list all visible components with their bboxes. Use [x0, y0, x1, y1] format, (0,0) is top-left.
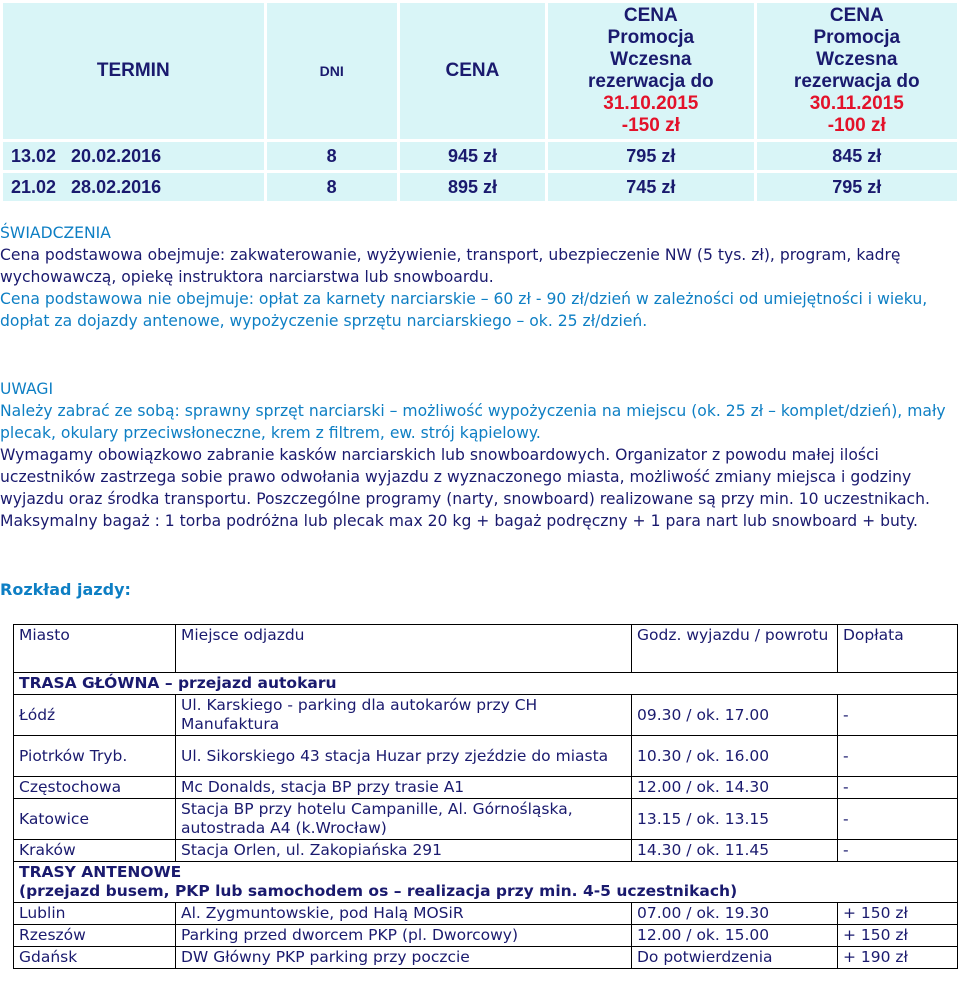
times: 09.30 / ok. 17.00: [632, 695, 838, 736]
row2-promo1: 745 zł: [548, 173, 753, 201]
row1-promo1: 795 zł: [548, 142, 753, 170]
benefits-includes: Cena podstawowa obejmuje: zakwaterowanie, wyżywienie, transport, ubezpieczenie NW (5 tys. zł), program, kadrę wychowawczą, opiekę instruktora narciarstwa lub snowboardu.: [0, 246, 901, 286]
schedule-row: [14, 903, 958, 925]
schedule-header-city: Miasto: [14, 625, 176, 673]
times: 07.00 / ok. 19.30: [632, 903, 838, 925]
schedule-header-row: [14, 625, 958, 673]
departure-place: Stacja BP przy hotelu Campanille, Al. Górnośląska, autostrada A4 (k.Wrocław): [176, 799, 632, 840]
header-promo-november: [757, 3, 957, 139]
promo1-line3: Wczesna: [610, 49, 692, 70]
header-dni: DNI: [267, 3, 397, 139]
departure-place: Parking przed dworcem PKP (pl. Dworcowy): [176, 925, 632, 947]
promo2-line2: Promocja: [813, 27, 901, 48]
price-header-row: [3, 3, 957, 139]
header-cena: CENA: [400, 3, 545, 139]
notes-bring: Należy zabrać ze sobą: sprawny sprzęt narciarski – możliwość wypożyczenia na miejscu (ok. 25 zł – komplet/dzień), mały plecak, okulary przeciwsłoneczne, krem z filtrem, ew. strój kąpielowy.: [0, 402, 946, 442]
schedule-header-fee: Dopłata: [838, 625, 958, 673]
schedule-title: Rozkład jazdy:: [0, 580, 131, 599]
times: 12.00 / ok. 14.30: [632, 777, 838, 799]
schedule-row: [14, 695, 958, 736]
schedule-row: [14, 840, 958, 862]
notes-title: UWAGI: [0, 380, 54, 398]
benefits-excludes: Cena podstawowa nie obejmuje: opłat za karnety narciarskie – 60 zł - 90 zł/dzień w zależności od umiejętności i wieku, dopłat za dojazdy antenowe, wypożyczenie sprzętu narciarskiego – ok. 25 zł/dzień.: [0, 290, 928, 330]
fee: + 190 zł: [838, 947, 958, 969]
row1-dni: 8: [267, 142, 397, 170]
fee: -: [838, 799, 958, 840]
benefits-section: [0, 222, 960, 332]
promo2-line3: Wczesna: [816, 49, 898, 70]
row2-promo2: 795 zł: [757, 173, 957, 201]
promo1-line4: rezerwacja do: [587, 71, 714, 92]
city: Gdańsk: [14, 947, 176, 969]
row1-termin: 13.02 20.02.2016: [3, 142, 264, 170]
fee: -: [838, 840, 958, 862]
schedule-row: [14, 777, 958, 799]
city: Częstochowa: [14, 777, 176, 799]
main-route-label: TRASA GŁÓWNA – przejazd autokaru: [14, 673, 958, 695]
antenna-route-label: [14, 862, 958, 903]
promo1-line2: Promocja: [607, 27, 695, 48]
price-row: [3, 173, 957, 201]
times: 10.30 / ok. 16.00: [632, 736, 838, 777]
main-route-row: [14, 673, 958, 695]
promo2-line4: rezerwacja do: [793, 71, 920, 92]
fee: -: [838, 777, 958, 799]
city: Kraków: [14, 840, 176, 862]
header-promo-october: [548, 3, 753, 139]
notes-section: [0, 378, 960, 532]
promo2-line1: CENA: [829, 5, 884, 26]
row1-cena: 945 zł: [400, 142, 545, 170]
departure-place: DW Główny PKP parking przy poczcie: [176, 947, 632, 969]
row2-cena: 895 zł: [400, 173, 545, 201]
schedule-row: [14, 799, 958, 840]
schedule-header-time: Godz. wyjazdu / powrotu: [632, 625, 838, 673]
fee: -: [838, 695, 958, 736]
times: 14.30 / ok. 11.45: [632, 840, 838, 862]
promo1-line1: CENA: [623, 5, 678, 26]
city: Rzeszów: [14, 925, 176, 947]
promo1-date: 31.10.2015: [603, 93, 699, 114]
antenna-route-note: (przejazd busem, PKP lub samochodem os – realizacja przy min. 4-5 uczestnikach): [19, 882, 738, 900]
departure-place: Al. Zygmuntowskie, pod Halą MOSiR: [176, 903, 632, 925]
antenna-route-row: [14, 862, 958, 903]
promo2-discount: -100 zł: [827, 115, 886, 136]
schedule-header-place: Miejsce odjazdu: [176, 625, 632, 673]
fee: + 150 zł: [838, 903, 958, 925]
schedule-table: [13, 624, 958, 969]
fee: + 150 zł: [838, 925, 958, 947]
city: Piotrków Tryb.: [14, 736, 176, 777]
row2-termin: 21.02 28.02.2016: [3, 173, 264, 201]
schedule-row: [14, 925, 958, 947]
fee: -: [838, 736, 958, 777]
antenna-route-title: TRASY ANTENOWE: [19, 863, 182, 881]
departure-place: Ul. Sikorskiego 43 stacja Huzar przy zjeździe do miasta: [176, 736, 632, 777]
price-table: [0, 0, 960, 204]
departure-place: Stacja Orlen, ul. Zakopiańska 291: [176, 840, 632, 862]
row1-promo2: 845 zł: [757, 142, 957, 170]
benefits-title: ŚWIADCZENIA: [0, 224, 111, 242]
city: Lublin: [14, 903, 176, 925]
promo1-discount: -150 zł: [621, 115, 680, 136]
times: 12.00 / ok. 15.00: [632, 925, 838, 947]
row2-dni: 8: [267, 173, 397, 201]
promo2-date: 30.11.2015: [809, 93, 904, 114]
city: Katowice: [14, 799, 176, 840]
schedule-row: [14, 947, 958, 969]
header-termin: TERMIN: [3, 3, 264, 139]
city: Łódź: [14, 695, 176, 736]
departure-place: Ul. Karskiego - parking dla autokarów przy CH Manufaktura: [176, 695, 632, 736]
schedule-row: [14, 736, 958, 777]
notes-rules: Wymagamy obowiązkowo zabranie kasków narciarskich lub snowboardowych. Organizator z powodu małej ilości uczestników zastrzega sobie prawo odwołania wyjazdu z wyznaczonego miasta, możliwość zmiany miejsca i godziny wyjazdu oraz środka transportu. Poszczególne programy (narty, snowboard) realizowane są przy min. 10 uczestnikach. Maksymalny bagaż : 1 torba podróżna lub plecak max 20 kg + bagaż podręczny + 1 para nart lub snowboard + buty.: [0, 446, 930, 530]
times: 13.15 / ok. 13.15: [632, 799, 838, 840]
times: Do potwierdzenia: [632, 947, 838, 969]
departure-place: Mc Donalds, stacja BP przy trasie A1: [176, 777, 632, 799]
price-row: [3, 142, 957, 170]
